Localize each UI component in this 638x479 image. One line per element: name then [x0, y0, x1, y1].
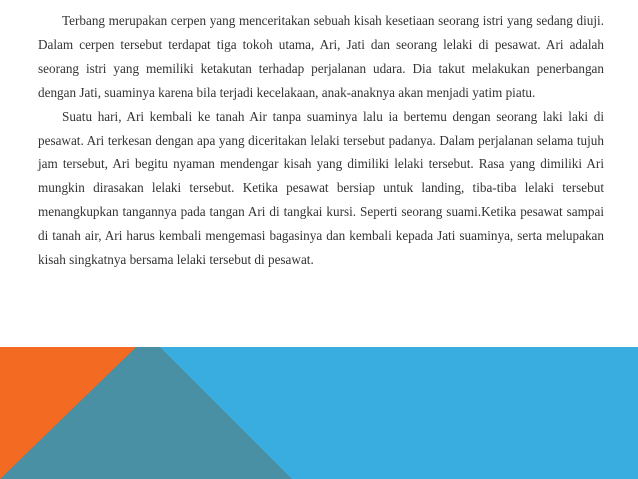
story-summary: [38, 9, 604, 272]
decorative-footer: [0, 347, 638, 479]
paragraph-1: Terbang merupakan cerpen yang menceritakan sebuah kisah kesetiaan seorang istri yang sedang diuji. Dalam cerpen tersebut terdapat tiga tokoh utama, Ari, Jati dan seorang lelaki di pesawat. Ari adalah seorang istri yang memiliki ketakutan terhadap perjalanan udara. Dia takut melakukan penerbangan dengan Jati, suaminya karena bila terjadi kecelakaan, anak-anaknya akan menjadi yatim piatu.: [38, 13, 604, 100]
paragraph-2: Suatu hari, Ari kembali ke tanah Air tanpa suaminya lalu ia bertemu dengan seorang laki laki di pesawat. Ari terkesan dengan apa yang diceritakan lelaki tersebut padanya. Dalam perjalanan selama tujuh jam tersebut, Ari begitu nyaman mendengar kisah yang dimiliki lelaki tersebut. Rasa yang dimiliki Ari mungkin dirasakan lelaki tersebut. Ketika pesawat bersiap untuk landing, tiba-tiba lelaki tersebut menangkupkan tangannya pada tangan Ari di tangkai kursi. Seperti seorang suami.Ketika pesawat sampai di tanah air, Ari harus kembali mengemasi bagasinya dan kembali kepada Jati suaminya, serta melupakan kisah singkatnya bersama lelaki tersebut di pesawat.: [38, 108, 604, 268]
